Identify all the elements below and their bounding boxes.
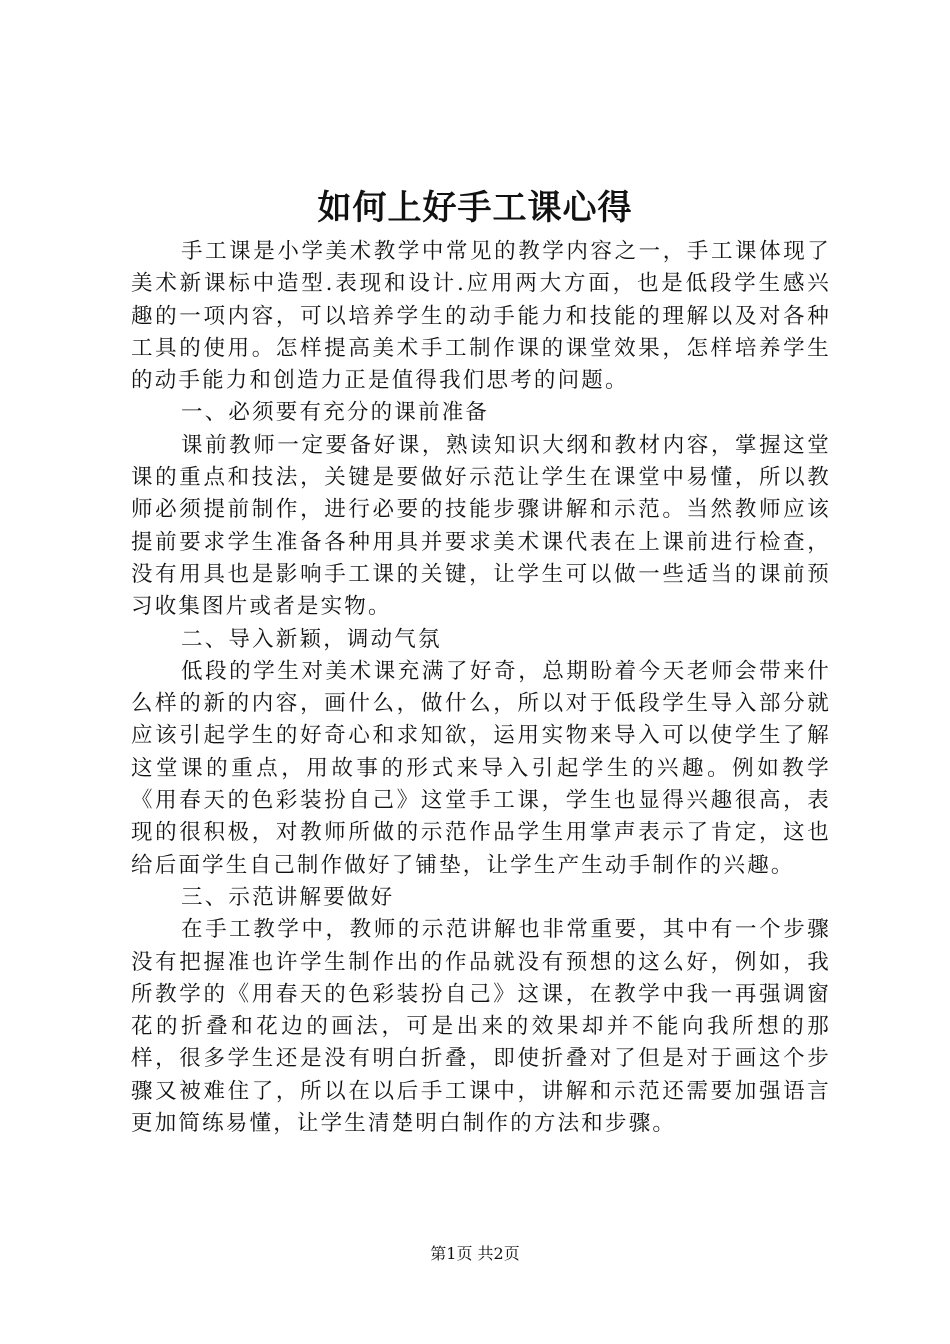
section-paragraph-3: 在手工教学中，教师的示范讲解也非常重要，其中有一个步骤没有把握准也许学生制作出的作品就没有预想的这么好，例如，我所教学的《用春天的色彩装扮自己》这课，在教学中我一再强调窗花的折叠和花边的画法，可是出来的效果却并不能向我所想的那样，很多学生还是没有明白折叠，即使折叠对了但是对于画这个步骤又被难住了，所以在以后手工课中，讲解和示范还需要加强语言更加简练易懂，让学生清楚明白制作的方法和步骤。 [131, 917, 831, 1137]
section-heading-1: 一、必须要有充分的课前准备 [181, 400, 490, 426]
section-heading-3: 三、示范讲解要做好 [181, 884, 395, 910]
section-paragraph-1: 课前教师一定要备好课，熟读知识大纲和教材内容，掌握这堂课的重点和技法，关键是要做好示范让学生在课堂中易懂，所以教师必须提前制作，进行必要的技能步骤讲解和示范。当然教师应该提前要求学生准备各种用具并要求美术课代表在上课前进行检查，没有用具也是影响手工课的关键，让学生可以做一些适当的课前预习收集图片或者是实物。 [131, 432, 831, 620]
document-body [131, 236, 831, 1140]
section-heading-2: 二、导入新颖，调动气氛 [181, 626, 442, 652]
document-title: 如何上好手工课心得 [317, 188, 633, 228]
section-paragraph-2: 低段的学生对美术课充满了好奇，总期盼着今天老师会带来什么样的新的内容，画什么，做什么，所以对于低段学生导入部分就应该引起学生的好奇心和求知欲，运用实物来导入可以使学生了解这堂课的重点，用故事的形式来导入引起学生的兴趣。例如教学《用春天的色彩装扮自己》这堂手工课，学生也显得兴趣很高，表现的很积极，对教师所做的示范作品学生用掌声表示了肯定，这也给后面学生自己制作做好了铺垫，让学生产生动手制作的兴趣。 [131, 658, 831, 878]
page-footer: 第1页 共2页 [430, 1244, 520, 1263]
intro-paragraph: 手工课是小学美术教学中常见的教学内容之一，手工课体现了美术新课标中造型.表现和设计.应用两大方面，也是低段学生感兴趣的一项内容，可以培养学生的动手能力和技能的理解以及对各种工具的使用。怎样提高美术手工制作课的课堂效果，怎样培养学生的动手能力和创造力正是值得我们思考的问题。 [131, 239, 831, 394]
